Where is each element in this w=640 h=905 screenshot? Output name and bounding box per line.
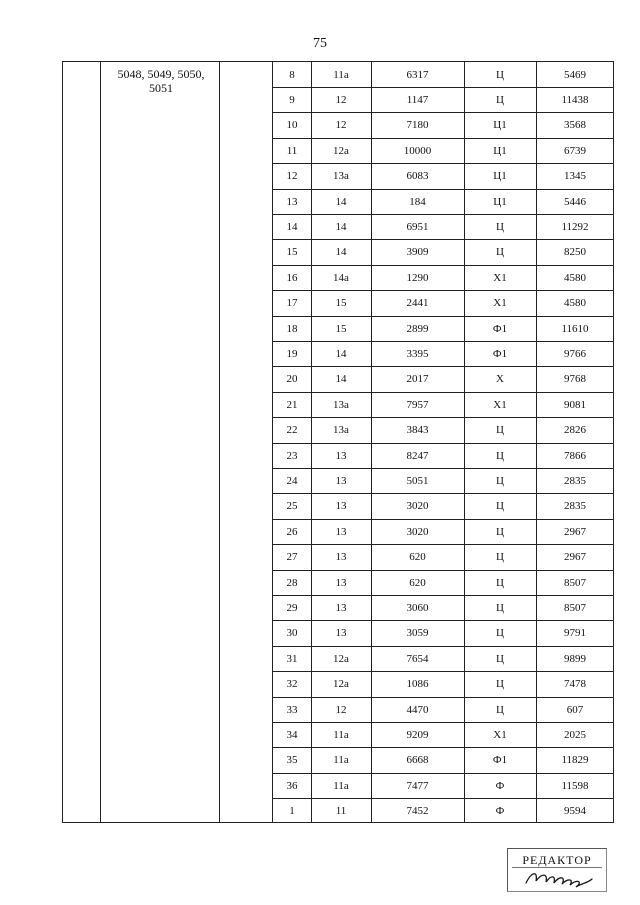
cell-n: 36 (286, 779, 298, 792)
cell-part: 13 (335, 627, 347, 640)
cell-part: 13а (333, 398, 349, 411)
row-divider (273, 722, 614, 723)
cell-code: Ц (496, 475, 504, 488)
cell-code: Ц (496, 68, 504, 81)
cell-area: 7452 (406, 805, 429, 818)
cell-value: 11292 (561, 221, 589, 234)
cell-code: Ц1 (493, 170, 507, 183)
cell-part: 11а (333, 729, 349, 742)
cell-part: 13 (335, 602, 347, 615)
table-row (273, 265, 614, 290)
cell-n: 13 (286, 195, 298, 208)
table-row (273, 468, 614, 493)
cell-area: 1147 (406, 94, 429, 107)
row-divider (273, 443, 614, 444)
table-row (273, 189, 614, 214)
row-divider (273, 239, 614, 240)
cell-value: 9594 (564, 805, 586, 818)
table-row (273, 799, 614, 824)
cell-value: 4580 (564, 271, 586, 284)
table-row (273, 367, 614, 392)
row-divider (273, 544, 614, 545)
cell-value: 2826 (564, 424, 586, 437)
cell-code: Ц (496, 576, 504, 589)
cell-code: Ц (496, 703, 504, 716)
cell-n: 24 (286, 475, 298, 488)
table-row (273, 443, 614, 468)
row-divider (273, 417, 614, 418)
row-divider (273, 773, 614, 774)
cell-code: Ц (496, 525, 504, 538)
cell-value: 2835 (564, 475, 586, 488)
cell-n: 30 (286, 627, 298, 640)
cell-code: Ц (496, 424, 504, 437)
cell-area: 5051 (406, 475, 429, 488)
row-divider (273, 316, 614, 317)
cell-area: 9209 (406, 729, 429, 742)
cell-area: 620 (409, 551, 426, 564)
cell-area: 8247 (406, 449, 429, 462)
cell-code: Ц (496, 678, 504, 691)
row-divider (273, 138, 614, 139)
cell-value: 9899 (564, 652, 586, 665)
row-divider (273, 595, 614, 596)
table-row (273, 341, 614, 366)
table-row (273, 138, 614, 163)
cell-n: 18 (286, 322, 298, 335)
table-row (273, 214, 614, 239)
cell-n: 35 (286, 754, 298, 767)
cell-part: 13 (335, 475, 347, 488)
cell-value: 9791 (564, 627, 586, 640)
cell-code: Ф1 (492, 322, 508, 335)
cell-n: 15 (286, 246, 298, 259)
page-number: 75 (313, 36, 327, 51)
cell-n: 1 (289, 805, 295, 818)
cell-part: 13 (335, 525, 347, 538)
table-row (273, 570, 614, 595)
row-divider (273, 189, 614, 190)
cell-value: 1345 (564, 170, 586, 183)
cell-value: 9081 (564, 398, 586, 411)
column-divider (219, 62, 220, 822)
merged-cell-lot-numbers (101, 67, 221, 95)
cell-value: 11610 (561, 322, 589, 335)
cell-area: 3395 (406, 348, 429, 361)
cell-code: Ц (496, 551, 504, 564)
cell-part: 12а (333, 144, 349, 157)
row-divider (273, 290, 614, 291)
cell-n: 10 (286, 119, 298, 132)
cell-value: 8507 (564, 576, 586, 589)
table-row (273, 87, 614, 112)
cell-area: 6317 (406, 68, 429, 81)
row-divider (273, 747, 614, 748)
cell-n: 33 (286, 703, 298, 716)
cell-area: 2441 (406, 297, 429, 310)
cell-area: 3020 (406, 500, 429, 513)
cell-n: 9 (289, 94, 295, 107)
cell-n: 23 (286, 449, 298, 462)
cell-part: 11а (333, 779, 349, 792)
table-row (273, 113, 614, 138)
stamp-title: РЕДАКТОР (512, 853, 602, 868)
row-divider (273, 112, 614, 113)
cell-value: 607 (566, 703, 584, 716)
column-divider (100, 62, 101, 822)
table-row (273, 316, 614, 341)
row-divider (273, 163, 614, 164)
cell-code: Х (496, 373, 504, 386)
cell-n: 19 (286, 348, 298, 361)
cell-value: 5469 (564, 68, 586, 81)
cell-n: 26 (286, 525, 298, 538)
row-divider (273, 671, 614, 672)
table-row (273, 545, 614, 570)
cell-code: Ц1 (493, 144, 507, 157)
cell-code: Ц (496, 449, 504, 462)
table-row (273, 748, 614, 773)
cell-code: Ц (496, 94, 504, 107)
cell-part: 14а (333, 271, 349, 284)
merged-cell-line: 5048, 5049, 5050, (117, 67, 205, 81)
cell-n: 14 (286, 221, 298, 234)
cell-value: 2835 (564, 500, 586, 513)
cell-area: 3060 (406, 602, 429, 615)
cell-area: 3909 (406, 246, 429, 259)
cell-part: 13а (333, 424, 349, 437)
cell-code: Ц1 (493, 119, 507, 132)
cell-area: 1086 (406, 678, 429, 691)
table-row (273, 519, 614, 544)
cell-part: 11 (335, 805, 347, 818)
cell-n: 8 (289, 68, 295, 81)
cell-part: 14 (335, 348, 347, 361)
cell-code: Ц (496, 652, 504, 665)
cell-code: Х1 (493, 729, 507, 742)
cell-area: 3843 (406, 424, 429, 437)
cell-part: 14 (335, 246, 347, 259)
cell-n: 32 (286, 678, 298, 691)
row-divider (273, 87, 614, 88)
cell-code: Ц (496, 221, 504, 234)
cell-n: 21 (286, 398, 298, 411)
row-divider (273, 468, 614, 469)
cell-area: 620 (409, 576, 426, 589)
cell-value: 7478 (564, 678, 586, 691)
cell-value: 11598 (561, 779, 589, 792)
editor-stamp (507, 848, 607, 892)
cell-value: 2967 (564, 525, 586, 538)
cell-code: Ц (496, 246, 504, 259)
merged-cell-line: 5051 (149, 81, 173, 95)
cell-code: Х1 (493, 398, 507, 411)
cell-value: 9768 (564, 373, 586, 386)
cell-value: 7866 (564, 449, 586, 462)
cell-value: 5446 (564, 195, 586, 208)
table-row (273, 392, 614, 417)
cell-part: 13 (335, 551, 347, 564)
cell-part: 12 (335, 703, 347, 716)
cell-area: 6083 (406, 170, 429, 183)
row-divider (273, 366, 614, 367)
cell-value: 6739 (564, 144, 586, 157)
cell-area: 7477 (406, 779, 429, 792)
table-row (273, 62, 614, 87)
cell-area: 3020 (406, 525, 429, 538)
row-divider (273, 493, 614, 494)
cell-code: Х1 (493, 271, 507, 284)
cell-area: 2017 (406, 373, 429, 386)
cell-code: Ф1 (492, 754, 508, 767)
cell-part: 13а (333, 170, 349, 183)
cell-value: 11829 (561, 754, 589, 767)
cell-area: 184 (409, 195, 426, 208)
cell-value: 8507 (564, 602, 586, 615)
row-divider (273, 341, 614, 342)
cell-code: Ц (496, 602, 504, 615)
cell-value: 2025 (564, 729, 586, 742)
cell-part: 14 (335, 373, 347, 386)
cell-part: 12 (335, 119, 347, 132)
cell-n: 28 (286, 576, 298, 589)
cell-n: 20 (286, 373, 298, 386)
row-divider (273, 620, 614, 621)
cell-area: 1290 (406, 271, 429, 284)
cell-code: Ц1 (493, 195, 507, 208)
table-row (273, 697, 614, 722)
cell-area: 3059 (406, 627, 429, 640)
cell-n: 34 (286, 729, 298, 742)
cell-area: 6951 (406, 221, 429, 234)
row-divider (273, 697, 614, 698)
cell-area: 10000 (403, 144, 432, 157)
cell-value: 11438 (561, 94, 589, 107)
cell-value: 3568 (564, 119, 586, 132)
cell-code: Ф (495, 805, 505, 818)
table-row (273, 164, 614, 189)
cell-part: 12а (333, 652, 349, 665)
table-row (273, 646, 614, 671)
data-table (62, 61, 614, 823)
table-row (273, 773, 614, 798)
cell-part: 11а (333, 754, 349, 767)
table-row (273, 621, 614, 646)
table-row (273, 240, 614, 265)
table-row (273, 291, 614, 316)
cell-part: 12а (333, 678, 349, 691)
cell-part: 13 (335, 449, 347, 462)
table-row (273, 722, 614, 747)
cell-n: 31 (286, 652, 298, 665)
cell-part: 11а (333, 68, 349, 81)
row-divider (273, 519, 614, 520)
cell-n: 12 (286, 170, 298, 183)
cell-value: 4580 (564, 297, 586, 310)
cell-part: 14 (335, 195, 347, 208)
row-divider (273, 646, 614, 647)
row-divider (273, 214, 614, 215)
cell-n: 25 (286, 500, 298, 513)
row-divider (273, 392, 614, 393)
row-divider (273, 798, 614, 799)
cell-value: 8250 (564, 246, 586, 259)
cell-code: Ф1 (492, 348, 508, 361)
cell-code: Ц (496, 500, 504, 513)
cell-n: 11 (286, 144, 298, 157)
cell-area: 4470 (406, 703, 429, 716)
row-divider (273, 570, 614, 571)
cell-area: 7957 (406, 398, 429, 411)
cell-n: 16 (286, 271, 298, 284)
table-row (273, 494, 614, 519)
table-row (273, 418, 614, 443)
cell-n: 29 (286, 602, 298, 615)
table-row (273, 595, 614, 620)
cell-code: Ф (495, 779, 505, 792)
cell-code: Ц (496, 627, 504, 640)
cell-part: 14 (335, 221, 347, 234)
cell-part: 13 (335, 576, 347, 589)
cell-part: 15 (335, 297, 347, 310)
cell-area: 7654 (406, 652, 429, 665)
cell-value: 2967 (564, 551, 586, 564)
cell-part: 15 (335, 322, 347, 335)
cell-area: 7180 (406, 119, 429, 132)
table-row (273, 672, 614, 697)
cell-part: 12 (335, 94, 347, 107)
cell-code: Х1 (493, 297, 507, 310)
cell-value: 9766 (564, 348, 586, 361)
cell-part: 13 (335, 500, 347, 513)
cell-area: 6668 (406, 754, 429, 767)
cell-n: 27 (286, 551, 298, 564)
handwritten-signature (518, 867, 598, 889)
cell-n: 22 (286, 424, 298, 437)
row-divider (273, 265, 614, 266)
cell-n: 17 (286, 297, 298, 310)
cell-area: 2899 (406, 322, 429, 335)
